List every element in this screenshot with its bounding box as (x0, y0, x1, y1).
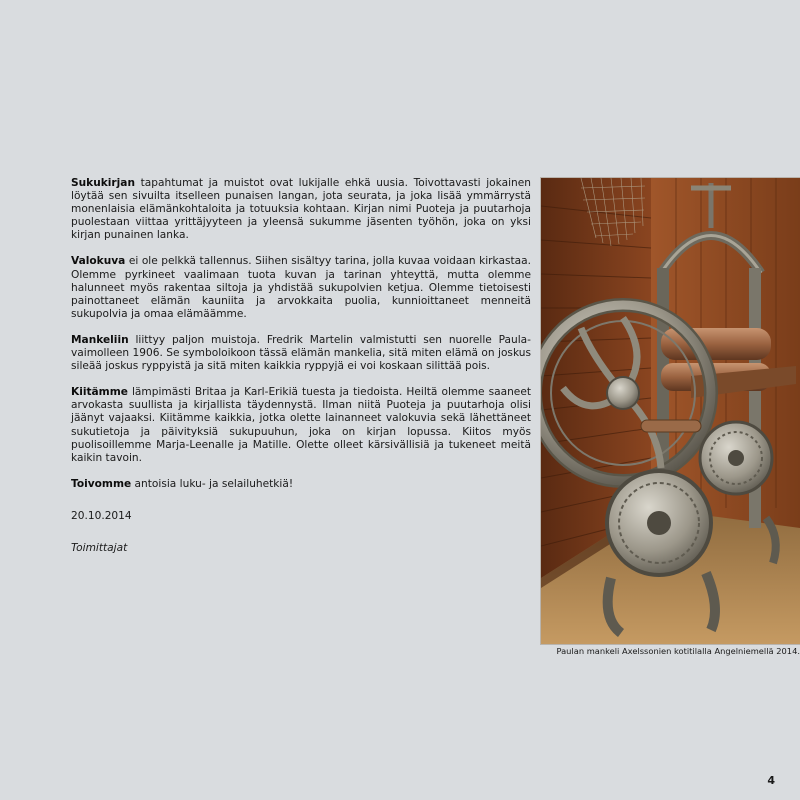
paragraph-4-body: lämpimästi Britaa ja Karl-Erikiä tuesta ja tiedoista. Heiltä olemme saaneet arvokasta suullista ja kirjallista täydennystä. Ilman niitä Puoteja ja puutarhoja olisi jäänyt vajaaksi. Kiitämme kaikkia, jotka olette lainanneet valokuvia sekä lähettäneet sukutietoja ja päivityksiä sukupuuhun, joka on kirjan lopussa. Kiitos myös puolisoillemme Marja-Leenalle ja Matille. Olette olleet kärsivällisiä ja tukeneet meitä kaikin tavoin. (71, 386, 531, 464)
paragraph-2-lead: Valokuva (71, 255, 126, 268)
paragraph-4-lead: Kiitämme (71, 386, 128, 399)
paragraph-3-lead: Mankeliin (71, 333, 129, 346)
paragraph-1-lead: Sukukirjan (71, 177, 135, 189)
mangle-photo (540, 177, 800, 645)
paragraph-3-body: liittyy paljon muistoja. Fredrik Martelin valmistutti sen nuorelle Paula-vaimolleen 1906. Se symboloikoon tässä elämän mankelia, sitä miten elämä on joskus sileää joskus ryppyistä ja sitä miten kaikkia ryppyjä ei voi koskaan silittää pois. (71, 333, 531, 373)
page-number: 4 (767, 774, 775, 787)
paragraph-2 (71, 255, 531, 320)
paragraph-5 (71, 478, 531, 491)
paragraph-2-body: ei ole pelkkä tallennus. Siihen sisältyy tarina, jolla kuvaa voidaan kirkastaa. Olemme pyrkineet vaalimaan tuota kuvan ja tarinan yhteyttä, mutta olemme halunneet myös rakentaa siltoja ja yhdistää sukupolvien ketjua. Olemme tietoisesti painottaneet elämän kauniita ja arvokkaita puolia, kunnioittaneet menneitä sukupolvia ja omaa elämäämme. (71, 255, 531, 320)
signature: Toimittajat (71, 541, 128, 554)
paragraph-4 (71, 386, 531, 465)
paragraph-5-lead: Toivomme (71, 477, 132, 490)
paragraph-1 (71, 177, 531, 242)
paragraph-3 (71, 334, 531, 373)
date-line: 20.10.2014 (71, 509, 132, 522)
photo-caption: Paulan mankeli Axelssonien kotitilalla Angelniemellä 2014. (556, 646, 800, 656)
paragraph-5-body: antoisia luku- ja selailuhetkiä! (131, 477, 294, 490)
paragraph-1-body: tapahtumat ja muistot ovat lukijalle ehkä uusia. Toivottavasti jokainen löytää sen sivuilta itselleen punaisen langan, jota seurata, ja joka lisää ymmärrystä monenlaisia elämänkohtaloita ja totuuksia kohtaan. Kirjan nimi Puoteja ja puutarhoja puolestaan viittaa yrittäjyyteen ja yleensä sukumme jäsenten työhön, joka on yksi kirjan punainen lanka. (71, 177, 531, 242)
foreword-text (71, 177, 531, 555)
